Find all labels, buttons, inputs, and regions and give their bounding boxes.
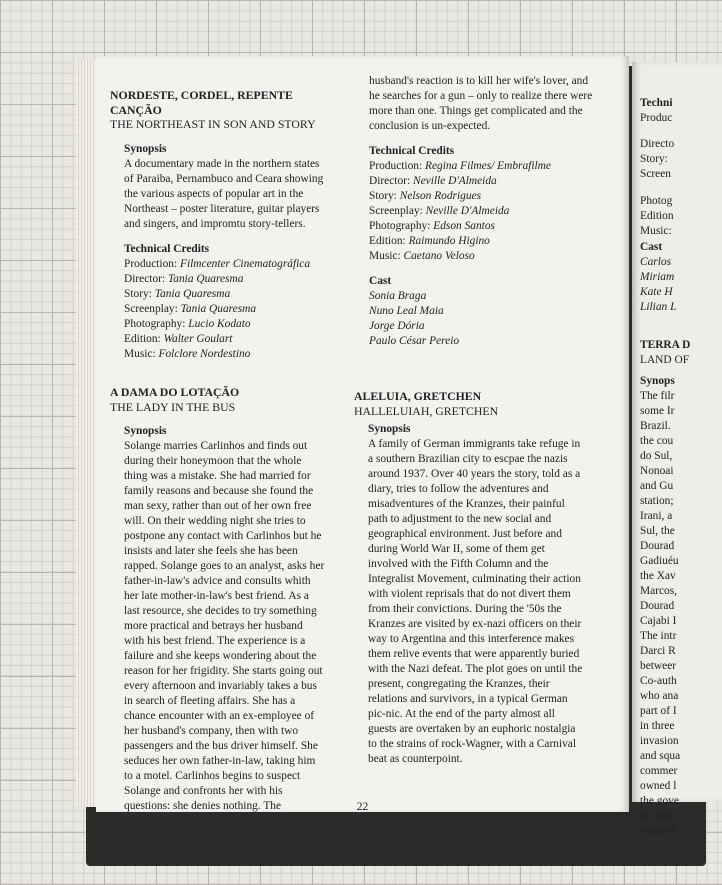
facing-fragment: Kate H [640, 286, 673, 298]
facing-fragment: Screen [640, 168, 671, 180]
facing-fragment: Cast [640, 241, 663, 253]
facing-fragment: Miriam [640, 271, 675, 283]
facing-fragment: the gove [640, 795, 679, 807]
credit-line: Story: Nelson Rodrigues [369, 190, 482, 202]
credit-line: Director: Neville D'Almeida [369, 175, 497, 187]
synopsis-text: Solange marries Carlinhos and finds out during their honeymoon that the whole thing was a mistake. She had married for family reasons and because she found the man sexy, rather than out of her own free will. On their wedding night she tries to postpone any contact with Carlinhos but he insists and later she feels she has been rapped. Solange goes to an analyst, asks her father-in-law's advice and consults whith her late mother-in-law's best friend. As a last resource, she decides to try something more practical and betrays her husband with his best friend. The experience is a failure and she keeps wondering about the reason for her frigidity. She starts going out every afternoon and invariably takes a bus in search of fleeting affairs. She has a chance encounter with an ex-employee of her husband's company, then with two passengers and the bus driver himself. She seduces her own father-in-law, taking him to a motel. Carlinhos begins to suspect Solange and confronts her with his questions: she denies nothing. The [124, 440, 325, 812]
facing-fragment: Irani, a [640, 510, 673, 522]
facing-fragment: Lilian L [640, 301, 677, 313]
facing-fragment: Techni [640, 97, 673, 109]
facing-fragment: Dourad [640, 540, 675, 552]
facing-fragment: station; [640, 495, 674, 507]
credits-heading: Technical Credits [369, 145, 455, 157]
cast-heading: Cast [369, 275, 392, 287]
facing-fragment: Sul, the [640, 525, 675, 537]
page-number: 22 [356, 801, 369, 813]
facing-fragment: The filr [640, 390, 675, 402]
facing-fragment: Music: [640, 225, 672, 237]
synopsis-heading: Synopsis [124, 425, 167, 437]
facing-fragment: Directo [640, 138, 675, 150]
facing-fragment: TERRA D [640, 339, 691, 351]
cast-member: Paulo César Pereio [369, 335, 460, 347]
credit-line: Director: Tania Quaresma [124, 272, 244, 285]
credits-heading: Technical Credits [124, 242, 210, 255]
credit-line: Edition: Raimundo Higino [369, 235, 490, 247]
film-english-title: THE LADY IN THE BUS [110, 399, 236, 414]
synopsis-text: A documentary made in the northern states of Paraiba, Pernambuco and Ceara showing the various aspects of popular art in the Northeast – poster literature, guitar players and singers, and impromtu story-tellers. [124, 157, 324, 230]
facing-fragment: Edition [640, 210, 674, 222]
synopsis-heading: Synopsis [124, 142, 167, 155]
facing-fragment: betweer [640, 660, 677, 672]
facing-fragment: in three [640, 720, 675, 732]
facing-fragment: and Gu [640, 480, 674, 492]
film-english-title: HALLELUIAH, GRETCHEN [354, 403, 499, 418]
credit-line: Story: Tania Quaresma [124, 287, 231, 300]
facing-fragment: some Ir [640, 405, 675, 417]
cast-member: Sonia Braga [369, 290, 427, 302]
film-entry-dama-continued [369, 74, 601, 349]
synopsis-text: A family of German immigrants take refuge in a southern Brazilian city to escpae the nazis around 1937. Over 40 years the story, told as a diary, tries to follow the adventures and misadventures of the Kranzes, their painful path to adjustment to the new social and geographical environment. Just before and during World War II, some of them get involved with the Fifth Column and the Integralist Movement, culminating their action with violent reprisals that do not divert them from their convictions. During the '50s the Kranzes are visited by ex-nazi officers on their way to Argentina and this interference makes them relive events that were apparently buried with the Nazi defeat. The plot goes on until the present, congregating the Kranzes, their relations and survivors, in a typical German pic-nic. At the end of the party almost all guests are overtaken by an euphoric nostalgia to the strains of rock-Wagner, with a Carnival beat as counterpoint. [368, 438, 583, 765]
credit-line: Music: Folclore Nordestino [124, 347, 251, 360]
facing-fragment: Carlos [640, 256, 672, 268]
film-english-title: THE NORTHEAST IN SON AND STORY [110, 117, 316, 131]
facing-fragment: Story: [640, 153, 668, 165]
film-title: ALELUIA, GRETCHEN [354, 389, 482, 403]
credit-line: Photography: Lucio Kodato [124, 317, 251, 330]
credit-line: Production: Filmcenter Cinematográfica [124, 257, 311, 270]
facing-fragment: LAND OF [640, 354, 690, 366]
facing-fragment: Cajabi I [640, 615, 677, 627]
cast-member: Nuno Leal Maia [369, 305, 444, 317]
facing-fragment: owned l [640, 780, 677, 792]
booklet-page [96, 56, 629, 812]
credit-line: Photography: Edson Santos [369, 220, 495, 232]
facing-fragment: Synops [640, 375, 675, 387]
credit-line: Screenplay: Tania Quaresma [124, 302, 257, 315]
facing-fragment: transmit [640, 825, 678, 837]
facing-fragment: the Xav [640, 570, 676, 582]
credit-line: Production: Regina Filmes/ Embrafilme [369, 160, 551, 172]
film-title: NORDESTE, CORDEL, REPENTE CANÇÃO [110, 88, 293, 117]
facing-fragment: The intr [640, 630, 677, 642]
synopsis-heading: Synopsis [368, 423, 411, 435]
cast-member: Jorge Dória [369, 320, 425, 332]
facing-fragment: part of I [640, 705, 677, 717]
facing-fragment: and squa [640, 750, 681, 762]
facing-fragment: Photog [640, 195, 673, 207]
film-entry-nordeste [110, 88, 325, 362]
credit-line: Screenplay: Neville D'Almeida [369, 205, 510, 217]
cast-list [369, 289, 601, 349]
synopsis-continuation: husband's reaction is to kill her wife's lover, and he searches for a gun – only to realize there were more than one. Things get complicated and the conclusion is un-expected. [369, 75, 593, 132]
facing-fragment: Gadiuéu [640, 555, 679, 567]
film-title: A DAMA DO LOTAÇÃO [110, 385, 240, 399]
credit-line: Music: Caetano Veloso [369, 250, 475, 262]
facing-fragment: of India [640, 810, 676, 822]
film-entry-dama-do-lotacao [110, 385, 325, 814]
credit-line: Edition: Walter Goulart [124, 332, 233, 345]
facing-fragment: Dourad [640, 600, 675, 612]
facing-fragment: Marcos, [640, 585, 678, 597]
facing-fragment: who ana [640, 690, 679, 702]
facing-fragment: do Sul, [640, 450, 673, 462]
facing-fragment: Brazil. [640, 420, 671, 432]
facing-fragment: Produc [640, 112, 673, 124]
facing-fragment: Nonoai [640, 465, 674, 477]
facing-fragment: the cou [640, 435, 674, 447]
facing-fragment: invasion [640, 735, 679, 747]
facing-fragment: Darci R [640, 645, 676, 657]
facing-fragment: commer [640, 765, 678, 777]
facing-page [632, 62, 722, 837]
facing-fragment: Co-auth [640, 675, 677, 687]
film-entry-aleluia-gretchen [354, 389, 586, 767]
